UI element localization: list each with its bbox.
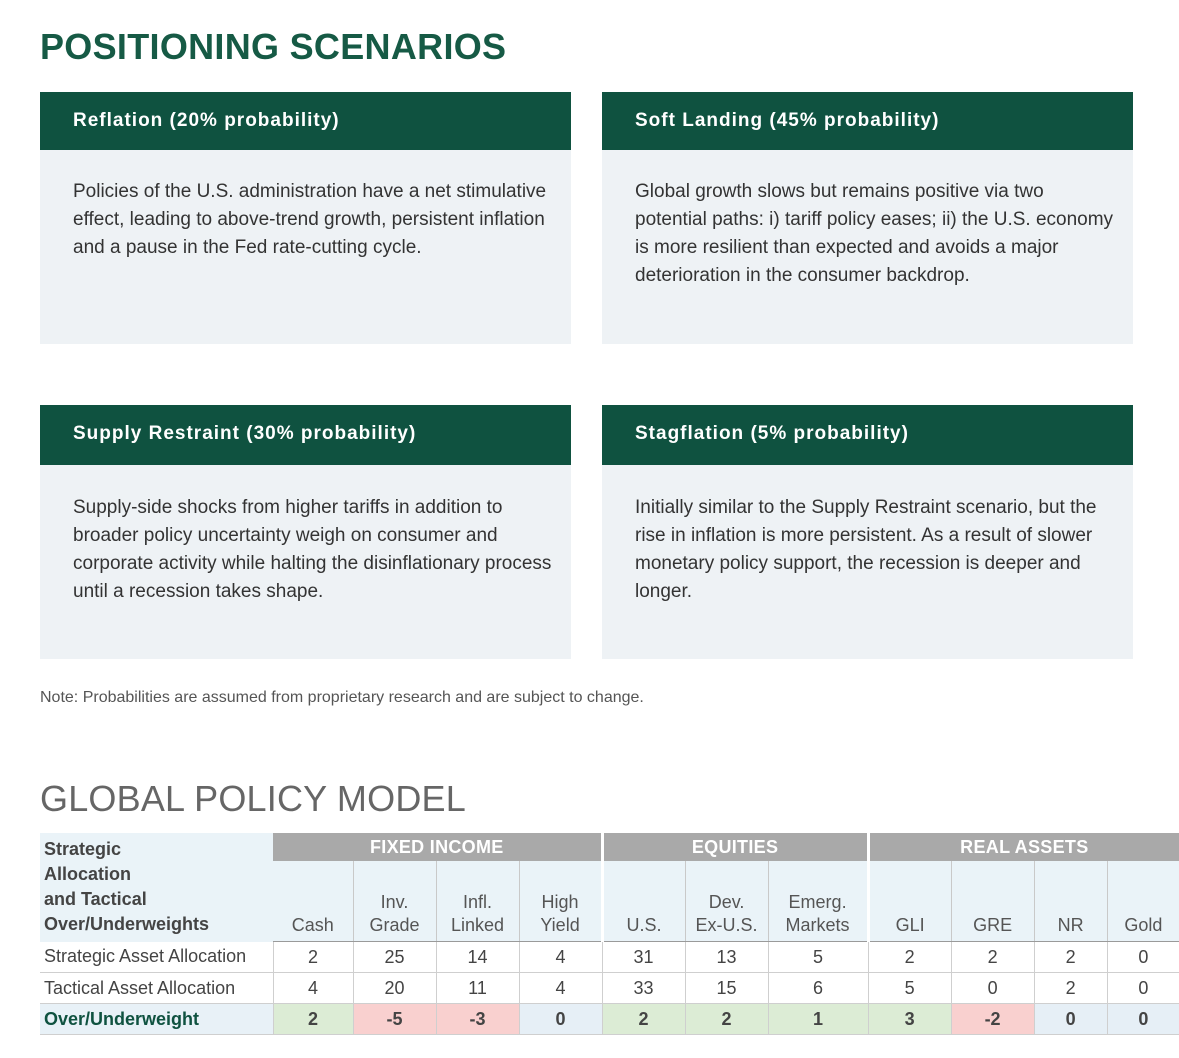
table-cell: 4	[519, 973, 602, 1004]
column-header-text: Linked	[450, 915, 505, 935]
positioning-scenarios-title: POSITIONING SCENARIOS	[40, 26, 507, 67]
column-header-cash	[273, 861, 353, 942]
scenario-description: Supply-side shocks from higher tariffs in addition to broader policy uncertainty weigh on consumer and corporate activity while halting the disinflationary process until a recession takes shape.	[73, 497, 552, 602]
scenario-card-soft-landing	[602, 92, 1133, 344]
ow-cell: -5	[353, 1004, 436, 1035]
group-header-real-assets: REAL ASSETS	[868, 833, 1179, 861]
ow-cell: 1	[768, 1004, 868, 1035]
column-header-high-yield	[519, 861, 602, 942]
column-header-text: Markets	[785, 915, 850, 935]
row-label: Strategic Asset Allocation	[40, 942, 273, 973]
table-row-strategic	[40, 942, 1179, 973]
column-header-nr	[1034, 861, 1107, 942]
table-cell: 4	[273, 973, 353, 1004]
table-cell: 0	[1107, 973, 1179, 1004]
table-cell: 25	[353, 942, 436, 973]
table-cell: 2	[1034, 973, 1107, 1004]
column-header-text: Emerg.	[788, 892, 847, 912]
column-header-gold	[1107, 861, 1179, 942]
table-cell: 11	[436, 973, 519, 1004]
scenario-description: Global growth slows but remains positive via two potential paths: i) tariff policy eases; ii) the U.S. economy is more resilient than expected and avoids a major deterioration in the consumer backdrop.	[635, 181, 1114, 286]
corner-line: Strategic	[44, 839, 122, 859]
ow-cell: 0	[1107, 1004, 1179, 1035]
column-header-text: Cash	[291, 915, 334, 935]
table-row-over-underweight	[40, 1004, 1179, 1035]
scenario-title: Reflation (20% probability)	[40, 92, 571, 150]
table-cell: 2	[951, 942, 1034, 973]
column-header-dev-ex-us	[685, 861, 768, 942]
column-header-gli	[868, 861, 951, 942]
scenario-title: Supply Restraint (30% probability)	[40, 405, 571, 465]
table-cell: 14	[436, 942, 519, 973]
column-header-text: Yield	[540, 915, 580, 935]
column-header-text: NR	[1057, 915, 1084, 935]
global-policy-model-table	[40, 833, 1179, 1035]
global-policy-model-title: GLOBAL POLICY MODEL	[40, 778, 466, 819]
scenario-title: Stagflation (5% probability)	[602, 405, 1133, 465]
scenario-card-supply-restraint	[40, 405, 571, 659]
column-header-gre	[951, 861, 1034, 942]
column-header-text: Dev.	[708, 892, 745, 912]
table-cell: 5	[768, 942, 868, 973]
table-cell: 2	[1034, 942, 1107, 973]
ow-cell: 2	[273, 1004, 353, 1035]
ow-cell: -3	[436, 1004, 519, 1035]
scenario-description: Policies of the U.S. administration have a net stimulative effect, leading to above-trend growth, persistent inflation and a pause in the Fed rate-cutting cycle.	[73, 181, 547, 258]
row-label: Tactical Asset Allocation	[40, 973, 273, 1004]
ow-cell: 0	[1034, 1004, 1107, 1035]
ow-cell: 2	[602, 1004, 685, 1035]
column-header-text: GRE	[973, 915, 1013, 935]
corner-line: and Tactical	[44, 889, 147, 909]
table-row-tactical	[40, 973, 1179, 1004]
table-cell: 13	[685, 942, 768, 973]
column-header-text: Inv.	[380, 892, 409, 912]
table-cell: 0	[951, 973, 1034, 1004]
group-header-fixed-income: FIXED INCOME	[273, 833, 602, 861]
ow-cell: 3	[868, 1004, 951, 1035]
column-header-text: Ex-U.S.	[695, 915, 758, 935]
scenario-card-stagflation	[602, 405, 1133, 659]
column-header-text: GLI	[895, 915, 925, 935]
column-header-text: Infl.	[462, 892, 492, 912]
column-header-us	[602, 861, 685, 942]
table-cell: 5	[868, 973, 951, 1004]
table-cell: 6	[768, 973, 868, 1004]
column-header-infl-linked	[436, 861, 519, 942]
table-cell: 4	[519, 942, 602, 973]
table-cell: 20	[353, 973, 436, 1004]
ow-cell: 2	[685, 1004, 768, 1035]
ow-cell: 0	[519, 1004, 602, 1035]
column-header-text: High	[541, 892, 579, 912]
corner-line: Over/Underweights	[44, 914, 210, 934]
ow-cell: -2	[951, 1004, 1034, 1035]
scenario-title: Soft Landing (45% probability)	[602, 92, 1133, 150]
table-corner-label	[40, 833, 273, 942]
table-cell: 2	[868, 942, 951, 973]
table-cell: 33	[602, 973, 685, 1004]
scenario-description: Initially similar to the Supply Restraint scenario, but the rise in inflation is more persistent. As a result of slower monetary policy support, the recession is deeper and longer.	[635, 497, 1097, 602]
table-cell: 0	[1107, 942, 1179, 973]
column-header-emerg-markets	[768, 861, 868, 942]
scenario-card-reflation	[40, 92, 571, 344]
probability-note: Note: Probabilities are assumed from proprietary research and are subject to change.	[40, 689, 644, 706]
table-cell: 31	[602, 942, 685, 973]
table-cell: 2	[273, 942, 353, 973]
group-header-equities: EQUITIES	[602, 833, 868, 861]
table-cell: 15	[685, 973, 768, 1004]
row-label: Over/Underweight	[40, 1004, 273, 1035]
corner-line: Allocation	[44, 864, 132, 884]
column-header-text: Gold	[1124, 915, 1163, 935]
column-header-text: Grade	[369, 915, 420, 935]
column-header-inv-grade	[353, 861, 436, 942]
column-header-text: U.S.	[626, 915, 662, 935]
